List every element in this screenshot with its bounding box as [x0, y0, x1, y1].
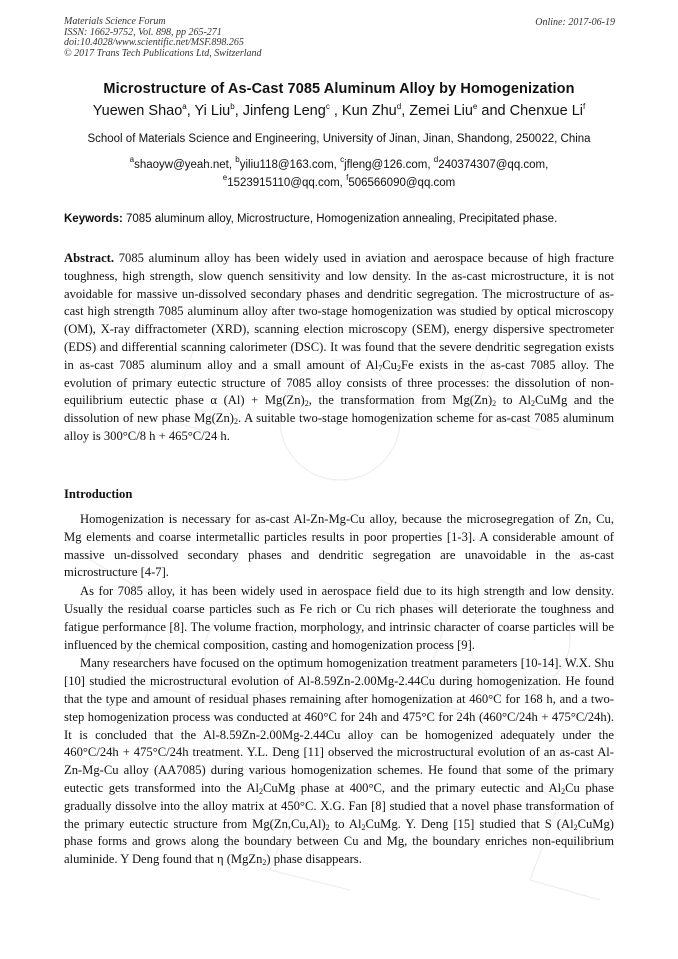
author: Yuewen Shao$^a$,	[92, 102, 195, 119]
author: Jinfeng Leng$^c$ ,	[242, 102, 342, 119]
author-list	[0, 103, 678, 119]
keywords-text: 7085 aluminum alloy, Microstructure, Homogenization annealing, Precipitated phase.	[126, 213, 558, 225]
email-link[interactable]: $^e$1523915110@qq.com,	[222, 173, 347, 189]
abstract: Abstract. 7085 aluminum alloy has been widely used in aviation and aerospace because of high fracture toughness, high strength, slow quench sensitivity and low density. In the as-cast microstructure, it is not avoidable for massive un-dissolved secondary phases and dendritic segregation. The microstructure of as-cast high strength 7085 aluminum alloy after two-stage homogenization was studied by optical microscopy (OM), X-ray diffractometer (XRD), scanning election microscopy (SEM), energy dispersive spectrometer (EDS) and differential scanning calorimeter (DSC). It was found that the severe dendritic segregation exists in as-cast 7085 aluminum alloy and a small amount of $Al_7Cu_2Fe$ exists in the as-cast 7085 alloy. The evolution of primary eutectic structure of 7085 alloy consists of three processes: the dissolution of non-equilibrium eutectic phase α $(Al) + Mg(Zn)_2$, the transformation from $Mg(Zn)_2$ to $Al_2CuMg$ and the dissolution of new phase $Mg(Zn)_2$. A suitable two-stage homogenization scheme for as-cast 7085 aluminum alloy is 300°C/8 h + 465°C/24 h.	[64, 251, 614, 443]
doi-line: doi:10.4028/www.scientific.net/MSF.898.265	[64, 37, 244, 48]
email-list	[0, 156, 678, 192]
author: Zemei Liu$^e$ and	[409, 102, 510, 119]
author: Kun Zhu$^d$,	[341, 102, 410, 119]
email-link[interactable]: $^a$shaoyw@yeah.net,	[129, 155, 236, 171]
email-link[interactable]: $^b$yiliu118@163.com,	[235, 155, 341, 171]
email-link[interactable]: $^f$506566090@qq.com	[346, 173, 456, 189]
paragraph: As for 7085 alloy, it has been widely used in aerospace field due to its high strength and low density. Usually the residual coarse particles such as Fe rich or Cu rich phases will deteriorate the toughness and fatigue performance [8]. The volume fraction, morphology, and intrinsic character of coarse particles will be influenced by the chemical composition, casting and homogenization process [9].	[64, 584, 614, 652]
keywords-label: Keywords:	[64, 213, 123, 225]
issn-line: ISSN: 1662-9752, Vol. 898, pp 265-271	[64, 26, 222, 38]
journal-name: Materials Science Forum	[64, 16, 166, 27]
journal-header	[64, 17, 262, 59]
online-date: Online: 2017-06-19	[535, 17, 615, 28]
paper-title: Microstructure of As-Cast 7085 Aluminum Alloy by Homogenization	[103, 81, 575, 97]
email-link[interactable]: $^c$jfleng@126.com,	[340, 155, 434, 171]
section-heading: Introduction	[64, 487, 133, 501]
abstract-label: Abstract.	[64, 251, 115, 265]
introduction-body	[64, 511, 614, 870]
email-line	[0, 156, 678, 174]
copyright-line: © 2017 Trans Tech Publications Ltd, Switzerland	[64, 47, 262, 59]
paragraph: Homogenization is necessary for as-cast Al-Zn-Mg-Cu alloy, because the microsegregation of Zn, Cu, Mg elements and coarse intermetallic particles results in poor properties [1-3]. A considerable amount of massive un-dissolved secondary phases and dendritic segregation are unavoidable in the as-cast microstructure [4-7].	[64, 512, 614, 580]
author: Yi Liu$^b$,	[194, 102, 243, 119]
keywords	[64, 213, 616, 225]
author: Chenxue Li$^f$	[509, 102, 586, 119]
email-line	[0, 174, 678, 192]
paragraph: Many researchers have focused on the optimum homogenization treatment parameters [10-14]. W.X. Shu [10] studied the microstructural evolution of Al-8.59Zn-2.00Mg-2.44Cu during homogenization. He found that the type and amount of residual phases remaining after homogenization at 460°C for 168 h, and a two-step homogenization process was conducted at 460°C for 24h and 475°C for 24h (460°C/24h + 475°C/24h). It is concluded that the Al-8.59Zn-2.00Mg-2.44Cu alloy can be homogenized adequately under the 460°C/24h + 475°C/24h treatment. Y.L. Deng [11] observed the microstructural evolution of an as-cast Al-Zn-Mg-Cu alloy (AA7085) during various homogenization schemes. He found that some of the primary eutectic gets transformed into the $Al_2CuMg$ phase at 400°C, and the primary eutectic and $Al_2Cu$ phase gradually dissolve into the alloy matrix at 450°C. X.G. Fan [8] studied that a novel phase transformation of the primary eutectic structure from $Mg(Zn,Cu,Al)_2$ to $Al_2CuMg$. Y. Deng [15] studied that S $(Al_2CuMg)$ phase forms and grows along the boundary between Cu and Mg, the boundary enriches non-equilibrium aluminide. Y Deng found that η (MgZn$_2$) phase disappears.	[64, 656, 615, 868]
affiliation: School of Materials Science and Engineering, University of Jinan, Jinan, Shandong, 250022, China	[87, 133, 591, 145]
email-link[interactable]: $^d$240374307@qq.com,	[433, 155, 549, 171]
